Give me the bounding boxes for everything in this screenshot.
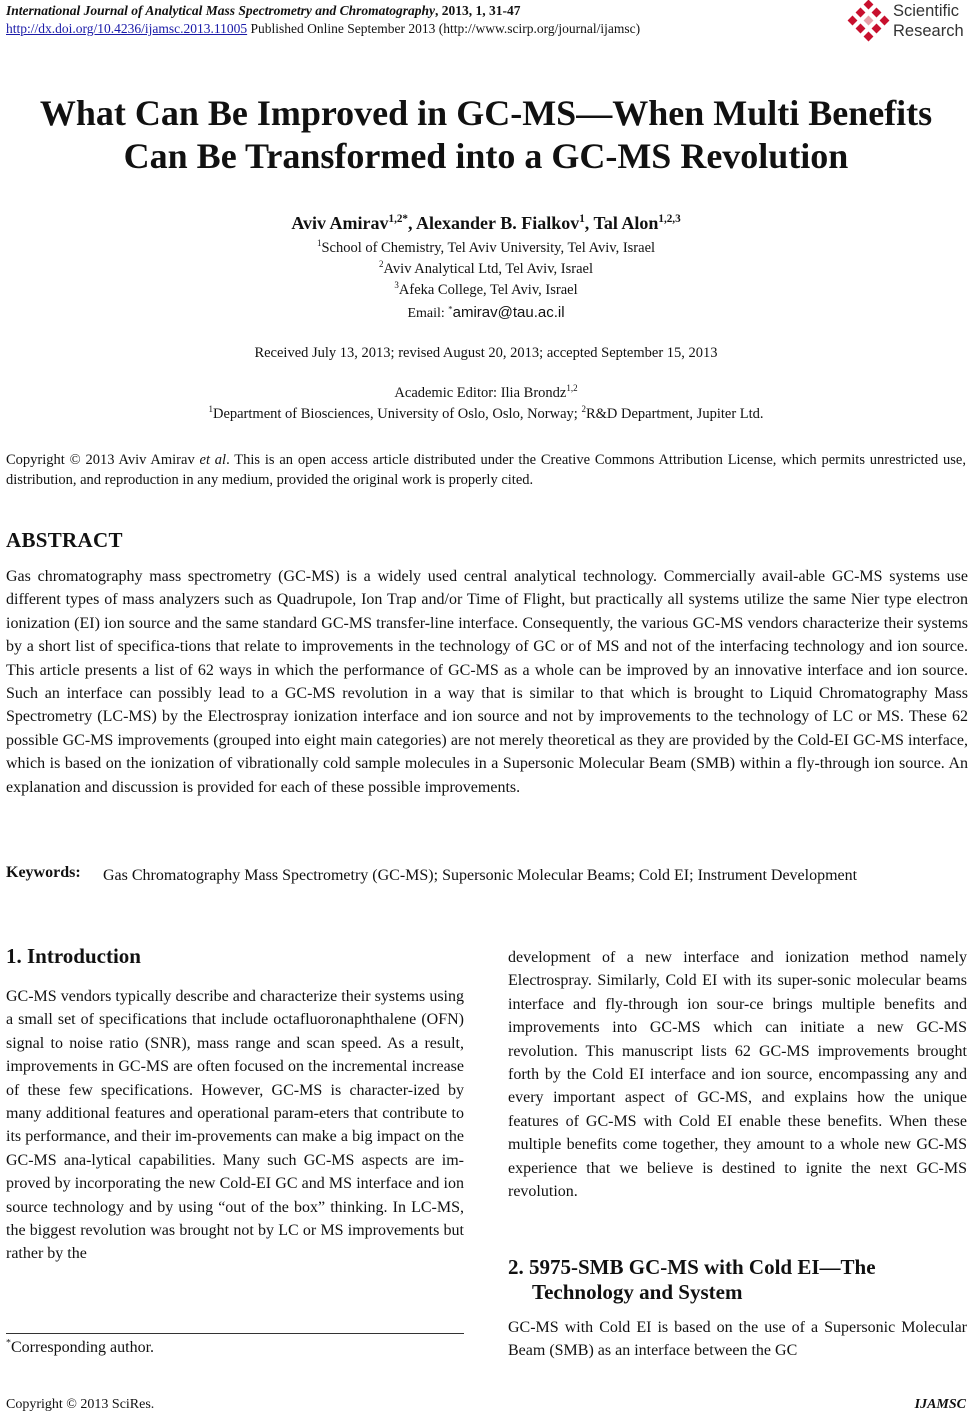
footer-copyright: Copyright © 2013 SciRes.	[6, 1397, 155, 1412]
section-heading-line: Technology and System	[532, 1280, 743, 1304]
author-sup: 1,2*	[388, 213, 409, 225]
author-name: Tal Alon	[593, 213, 659, 233]
copyright-text: . This is an open access article distributed under the Creative Commons Attribution License, which permits unrestricted use, distribution, and reproduction in any medium, provided the original work is properly cited.	[6, 452, 966, 488]
journal-header	[6, 3, 520, 19]
published-info: Published Online September 2013 (http://www.scirp.org/journal/ijamsc)	[247, 21, 641, 36]
affiliation	[0, 282, 972, 299]
editor-affiliation	[0, 406, 972, 423]
email-line	[0, 304, 972, 322]
footnote-divider	[6, 1333, 464, 1334]
author-list	[0, 213, 972, 234]
academic-editor	[0, 385, 972, 402]
author-sup: 1	[579, 213, 585, 225]
author-sup: 1,2,3	[658, 213, 681, 225]
editor-sup: 1,2	[566, 383, 578, 394]
copyright-etal: et al	[199, 452, 227, 468]
section2-body: GC-MS with Cold EI is based on the use of a Supersonic Molecular Beam (SMB) as an interface between the GC	[508, 1319, 967, 1360]
author-separator: ,	[584, 213, 594, 233]
affiliation-sup: 1	[316, 238, 322, 249]
volume-info: , 2013, 1, 31-47	[434, 3, 521, 18]
doi-line	[6, 21, 640, 37]
introduction-left-column: GC-MS vendors typically describe and characterize their systems using a small set of specifications that include octafluoronaphthalene (OFN) signal to noise ratio (SNR), mass range and scan speed. As a result, improvements in GC-MS are often focused on the incremental increase of these few specifications. However, GC-MS is character-ized by many additional features and operational param-eters that contribute to its performance, and their im-provements can make a big impact on the GC-MS ana-lytical capabilities. Many such GC-MS aspects are im-proved by incorporating the new Cold-EI GC and MS interface and ion source technology and by using “out of the box” thinking. In LC-MS, the biggest revolution was brought not by LC or MS improvements but rather by the	[6, 988, 464, 1263]
affiliation-text: Afeka College, Tel Aviv, Israel	[398, 282, 578, 298]
editor-name: Academic Editor: Ilia Brondz	[394, 385, 567, 401]
logo-word-scientific: Scientific	[893, 2, 960, 20]
editor-aff-text: Department of Biosciences, University of Oslo, Oslo, Norway;	[212, 406, 582, 422]
keywords-label: Keywords:	[6, 864, 81, 881]
editor-aff-sup: 2	[581, 404, 586, 415]
author-name: Aviv Amirav	[291, 213, 389, 233]
email-sup: *	[448, 303, 453, 314]
affiliation-text: School of Chemistry, Tel Aviv University, Tel Aviv, Israel	[321, 240, 656, 256]
journal-name: International Journal of Analytical Mass Spectrometry and Chromatography	[6, 3, 435, 18]
editor-aff-text: R&D Department, Jupiter Ltd.	[585, 406, 764, 422]
footnote	[6, 1339, 154, 1357]
keywords-text: Gas Chromatography Mass Spectrometry (GC-MS); Supersonic Molecular Beams; Cold EI; Instrument Development	[103, 867, 858, 884]
footnote-text: Corresponding author.	[10, 1339, 155, 1356]
author-name: Alexander B. Fialkov	[416, 213, 580, 233]
footer-journal-abbrev: IJAMSC	[914, 1397, 966, 1412]
affiliation	[0, 240, 972, 257]
email-label: Email:	[407, 306, 449, 321]
affiliation-sup: 2	[379, 259, 384, 270]
editor-aff-sup: 1	[208, 404, 213, 415]
article-title	[0, 92, 972, 178]
section-heading-technology	[508, 1255, 968, 1305]
affiliation-text: Aviv Analytical Ltd, Tel Aviv, Israel	[383, 261, 593, 277]
doi-link[interactable]: http://dx.doi.org/10.4236/ijamsc.2013.11005	[6, 21, 248, 36]
author-separator: ,	[408, 213, 417, 233]
abstract-heading: ABSTRACT	[6, 528, 123, 552]
footnote-sup: *	[6, 1337, 11, 1349]
copyright-notice	[6, 450, 966, 490]
abstract-body: Gas chromatography mass spectrometry (GC-MS) is a widely used central analytical technology. Commercially avail-able GC-MS systems use different types of mass analyzers such as Quadrupole, Ion Trap and/or Time of Flight, but practically all systems utilize the same Nier type electron ionization (EI) ion source and the same standard GC-MS transfer-line interface. Consequently, the various GC-MS vendors characterize their systems by a short list of specifica-tions that relate to improvements in the technology of GC or of MS and not of the interfacing technology and ion source. This article presents a list of 62 ways in which the performance of GC-MS as a whole can be improved by an innovative interface and ion source. Such an interface can possibly lead to a GC-MS revolution in a way that is similar to that which is brought to Liquid Chromatography Mass Spectrometry (LC-MS) by the Electrospray ionization interface and ion source and not by improvements to the technology of LC or MS. These 62 possible GC-MS improvements (grouped into eight main categories) are not merely theoretical as they are provided by the Cold-EI GC-MS interface, which is based on the ionization of vibrationally cold sample molecules in a Supersonic Molecular Beam (SMB) within a fly-through ion source. An explanation and discussion is provided for each of these possible improvements.	[6, 568, 968, 796]
copyright-text: Copyright © 2013 Aviv Amirav	[6, 452, 200, 468]
received-dates: Received July 13, 2013; revised August 20, 2013; accepted September 15, 2013	[254, 345, 718, 361]
diamond-grid-icon	[847, 0, 891, 44]
introduction-right-column: development of a new interface and ionization method namely Electrospray. Similarly, Cold EI with its super-sonic molecular beams interface and fly-through ion sour-ce brings multiple benefits and improvements into GC-MS which can initiate a new GC-MS revolution. This manuscript lists 62 GC-MS improvements brought forth by the Cold EI interface and ion source, encompassing any and every important aspect of GC-MS, and explains how the unique features of GC-MS with Cold EI enable these benefits. When these multiple benefits come together, they amount to a whole new GC-MS experience that we believe is destined to ignite the next GC-MS revolution.	[508, 949, 967, 1201]
affiliation-sup: 3	[394, 280, 399, 291]
title-line: What Can Be Improved in GC-MS—When Multi Benefits	[39, 93, 933, 133]
logo-word-research: Research	[893, 22, 964, 40]
title-line: Can Be Transformed into a GC-MS Revolution	[123, 136, 849, 176]
section-heading-introduction: 1. Introduction	[6, 944, 141, 968]
affiliation	[0, 261, 972, 278]
section-heading-line: 2. 5975-SMB GC-MS with Cold EI—The	[508, 1255, 876, 1279]
publisher-logo	[847, 0, 971, 44]
email-address[interactable]: amirav@tau.ac.il	[452, 304, 565, 321]
